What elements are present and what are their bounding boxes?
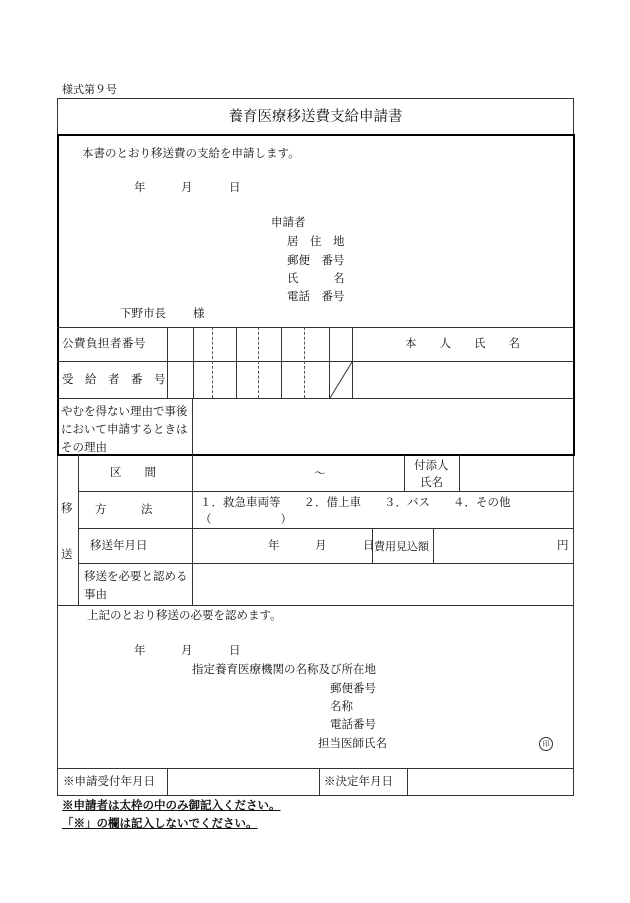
application-intro-text: 本書のとおり移送費の支給を申請します。 — [82, 146, 300, 160]
institution-phone-label[interactable]: 電話番号 — [330, 717, 376, 731]
certification-date-year[interactable]: 年 — [134, 643, 146, 657]
method-options[interactable]: １．救急車両等 ２．借上車 ３．バス ４．その他 — [200, 495, 511, 509]
institution-label: 指定養育医療機関の名称及び所在地 — [192, 662, 376, 676]
method-label: 方 法 — [95, 502, 153, 516]
institution-name-label[interactable]: 名称 — [330, 699, 353, 713]
section-label: 区 間 — [110, 465, 156, 479]
decision-date-label: ※決定年月日 — [324, 774, 393, 788]
attendant-label-2: 氏名 — [420, 475, 443, 489]
form-title: 養育医療移送費支給申請書 — [228, 109, 403, 125]
late-reason-label: やむを得ない理由で事後において申請するときはその理由 — [61, 404, 188, 454]
application-date-year[interactable]: 年 — [134, 180, 146, 194]
seal-mark-icon: 印 — [539, 737, 553, 751]
form-number: 様式第９号 — [62, 83, 117, 96]
transport-side-label-2: 送 — [61, 547, 73, 561]
certification-statement: 上記のとおり移送の必要を認めます。 — [87, 608, 282, 622]
received-date-label: ※申請受付年月日 — [63, 774, 155, 788]
applicant-postal-label[interactable]: 郵便 番号 — [287, 253, 345, 267]
applicant-address-label[interactable]: 居 住 地 — [287, 234, 345, 248]
recipient-mayor: 下野市長 — [120, 306, 166, 320]
note-thick-frame: ※申請者は太枠の中のみ御記入ください。 — [62, 798, 281, 812]
note-asterisk-fields: 「※」の欄は記入しないでください。 — [62, 816, 258, 830]
recipient-honorific: 様 — [193, 306, 205, 320]
principal-name-label: 本 人 氏 名 — [405, 336, 520, 350]
transport-side-label-1: 移 — [61, 501, 73, 515]
transport-date-year[interactable]: 年 — [268, 538, 280, 552]
application-date-month[interactable]: 月 — [181, 180, 193, 194]
slash-mark — [329, 361, 353, 399]
recipient-number-label: 受 給 者 番 号 — [62, 372, 166, 386]
certification-date-day[interactable]: 日 — [229, 643, 241, 657]
attendant-label-1: 付添人 — [414, 458, 449, 472]
application-date-day[interactable]: 日 — [229, 180, 241, 194]
applicant-heading: 申請者 — [271, 215, 306, 229]
section-separator[interactable]: ～ — [314, 466, 326, 480]
necessity-reason-label: 移送を必要と認める事由 — [84, 569, 188, 601]
applicant-phone-label[interactable]: 電話 番号 — [287, 289, 345, 303]
method-other-field[interactable]: （ ） — [200, 512, 292, 526]
transport-date-label: 移送年月日 — [90, 538, 148, 552]
cost-unit[interactable]: 円 — [557, 538, 569, 552]
institution-postal-label[interactable]: 郵便番号 — [330, 681, 376, 695]
transport-date-month[interactable]: 月 — [315, 538, 327, 552]
transport-date-day[interactable]: 日 — [363, 538, 375, 552]
applicant-name-label[interactable]: 氏 名 — [287, 271, 345, 285]
cost-estimate-label: 費用見込額 — [374, 540, 429, 553]
doctor-name-label[interactable]: 担当医師氏名 — [318, 736, 387, 750]
public-payer-number-label: 公費負担者番号 — [62, 336, 146, 350]
certification-date-month[interactable]: 月 — [181, 643, 193, 657]
